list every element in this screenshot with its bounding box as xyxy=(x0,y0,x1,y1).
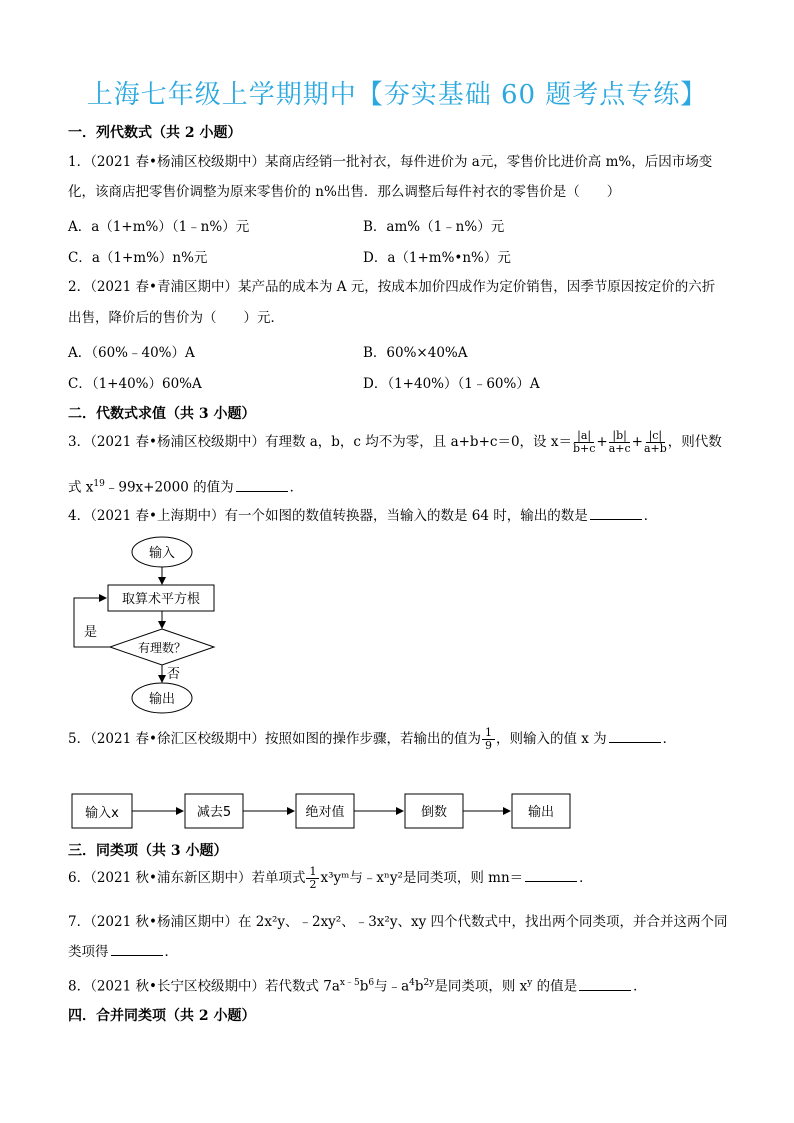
q8-text-c: 与﹣a xyxy=(374,978,410,995)
q1-stem-line2: 化，该商店把零售价调整为原来零售价的 n%出售．那么调整后每件衬衣的零售价是（ ） xyxy=(68,184,621,200)
q2-stem-line2: 出售，降价后的售价为（ ）元． xyxy=(68,310,284,326)
flow-output-label: 输出 xyxy=(148,692,176,707)
fraction-denominator: b+c xyxy=(572,442,596,455)
q8-text-f: 的值是 xyxy=(532,978,578,995)
q8-exp-1: x﹣5 xyxy=(339,978,360,988)
q2-option-a[interactable]: A．（60%﹣40%）A xyxy=(68,345,195,361)
q3-fraction-b xyxy=(609,430,631,455)
q8-period: ． xyxy=(633,978,647,995)
q8-text-d: b xyxy=(414,978,424,995)
q6-text-2: x³yᵐ与﹣xⁿy²是同类项，则 mn＝ xyxy=(320,870,524,886)
q8-exp-3: 4 xyxy=(409,978,415,988)
q5-fraction xyxy=(482,727,495,752)
q8-exp-2: 6 xyxy=(368,978,375,988)
section-heading-3: 三．同类项（共 3 小题） xyxy=(68,843,228,859)
q6-period: ． xyxy=(579,870,593,886)
q2-stem-line1: 2．（2021 春•青浦区期中）某产品的成本为 A 元，按成本加价四成作为定价销售，因季节原因按定价的六折 xyxy=(68,279,716,295)
section-heading-1: 一．列代数式（共 2 小题） xyxy=(68,125,242,141)
flow-process-label: 取算术平方根 xyxy=(121,592,201,607)
q1-option-b[interactable]: B．am%（1﹣n%）元 xyxy=(363,219,505,235)
flow-box-input-label: 输入x xyxy=(85,806,119,821)
q1-option-d[interactable]: D．a（1+m%•n%）元 xyxy=(363,250,511,266)
q2-option-d[interactable]: D．（1+40%）（1﹣60%）A xyxy=(363,376,540,392)
q3-answer-blank[interactable] xyxy=(236,479,288,492)
q8-text-e: 是同类项，则 x xyxy=(434,978,528,995)
q4-answer-blank[interactable] xyxy=(590,507,642,520)
q4-stem xyxy=(68,506,657,526)
q3-exponent: 19 xyxy=(93,479,105,489)
q5-stem xyxy=(68,727,676,752)
q8-exp-4: 2y xyxy=(423,978,435,988)
q7-stem-line1: 7．（2021 秋•杨浦区期中）在 2x²y、﹣2xy²、﹣3x²y、xy 四个代数式中，找出两个同类项，并合并这两个同 xyxy=(68,914,728,930)
q3-stem-line1: 3．（2021 春•杨浦区校级期中）有理数 a，b，c 均不为零，且 a+b+c＝0，设 x＝ $\frac{|a|}{b+c}$ + $\frac{|b|}{a+c}$ + $\frac{|c|}{a+b}$ ，则代数 xyxy=(68,429,722,455)
fraction-denominator: a+b xyxy=(643,442,667,455)
q8-text: 8．（2021 秋•长宁区校级期中）若代数式 7a xyxy=(68,978,340,995)
fraction-numerator: |c| xyxy=(646,430,666,443)
q6-stem xyxy=(68,866,593,891)
flow-box-output-label: 输出 xyxy=(527,805,555,820)
q1-option-a[interactable]: A．a（1+m%）（1﹣n%）元 xyxy=(68,219,250,235)
q8-exp-5: y xyxy=(527,978,533,988)
q6-text: 6．（2021 秋•浦东新区期中）若单项式 xyxy=(68,870,306,886)
fraction-numerator: |b| xyxy=(609,430,629,443)
q7-answer-blank[interactable] xyxy=(111,943,163,956)
fraction-denominator: a+c xyxy=(608,442,631,455)
q2-option-b[interactable]: B．60%×40%A xyxy=(363,345,468,361)
q3-expr-a: 式 x xyxy=(68,479,94,496)
q5-text: 5．（2021 春•徐汇区校级期中）按照如图的操作步骤，若输出的值为 xyxy=(68,731,481,747)
section-heading-2: 二．代数式求值（共 3 小题） xyxy=(68,406,256,422)
flow-box-abs-label: 绝对值 xyxy=(305,805,345,820)
q1-option-c[interactable]: C．a（1+m%）n%元 xyxy=(68,250,208,266)
q5-text-2: ，则输入的值 x 为 xyxy=(495,731,607,747)
q5-flow-diagram xyxy=(70,790,575,832)
q8-stem xyxy=(68,973,647,997)
q6-answer-blank[interactable] xyxy=(525,869,577,882)
q3-text-end: ，则代数 xyxy=(667,434,722,450)
q7-period: ． xyxy=(164,944,178,960)
q2-option-c[interactable]: C．（1+40%）60%A xyxy=(68,376,202,392)
fraction-numerator: 1 xyxy=(482,727,495,740)
fraction-denominator: 2 xyxy=(309,878,317,891)
page-title: 上海七年级上学期期中【夯实基础 60 题考点专练】 xyxy=(86,80,708,110)
q5-period: ． xyxy=(662,731,677,747)
q3-period: ． xyxy=(289,479,304,496)
flow-yes-label: 是 xyxy=(84,625,98,640)
q6-fraction xyxy=(306,866,319,891)
q3-text: 3．（2021 春•杨浦区校级期中）有理数 a，b，c 均不为零，且 a+b+c＝0，设 x＝ xyxy=(68,434,572,450)
q1-stem-line1: 1．（2021 春•杨浦区校级期中）某商店经销一批衬衣，每件进价为 a元，零售价比进价高 m%，后因市场变 xyxy=(68,154,713,170)
q7-stem-line2 xyxy=(68,942,178,962)
q3-fraction-c xyxy=(644,430,667,455)
fraction-numerator: |a| xyxy=(574,430,594,443)
fraction-denominator: 9 xyxy=(484,739,492,752)
q4-flowchart xyxy=(70,532,230,717)
q8-text-b: b xyxy=(359,978,369,995)
flow-no-label: 否 xyxy=(167,667,181,682)
q3-fraction-a xyxy=(573,430,595,455)
q7-text: 类项得 xyxy=(68,944,109,960)
q5-answer-blank[interactable] xyxy=(609,730,661,743)
q4-text: 4．（2021 春•上海期中）有一个如图的数值转换器，当输入的数是 64 时，输出的数是 xyxy=(68,508,588,524)
flow-box-subtract-label: 减去5 xyxy=(196,805,232,820)
flow-decision-label: 有理数？ xyxy=(137,641,187,655)
flow-input-label: 输入 xyxy=(148,546,176,561)
q3-expr-b: ﹣99x+2000 的值为 xyxy=(104,479,234,496)
q8-answer-blank[interactable] xyxy=(579,978,631,991)
section-heading-4: 四．合并同类项（共 2 小题） xyxy=(68,1008,256,1024)
flow-box-reciprocal-label: 倒数 xyxy=(420,805,448,820)
fraction-numerator: 1 xyxy=(306,866,319,879)
q3-stem-line2 xyxy=(68,474,303,498)
q4-period: ． xyxy=(643,508,658,524)
